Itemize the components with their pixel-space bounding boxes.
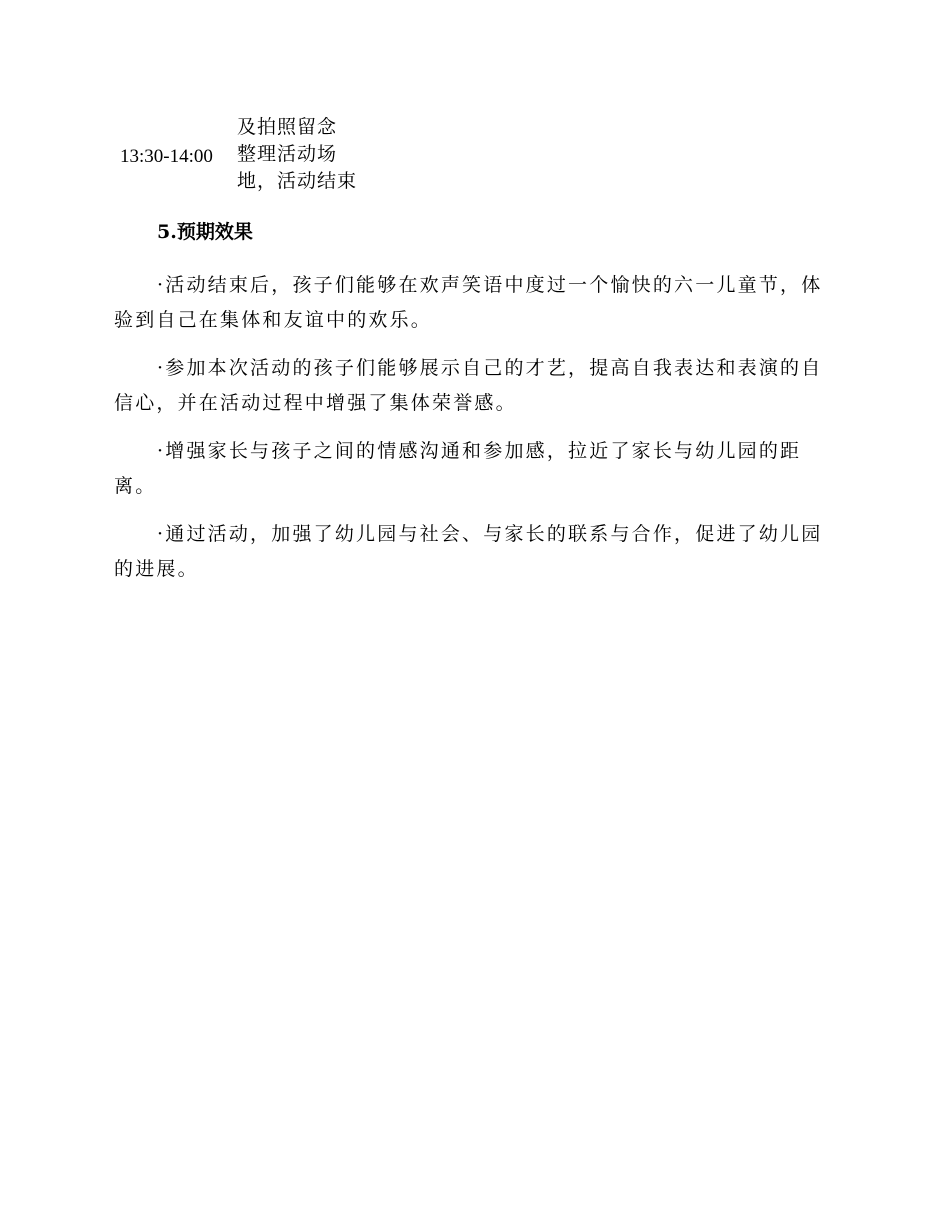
schedule-table xyxy=(0,114,950,195)
schedule-description xyxy=(237,141,377,195)
paragraph: ·增强家长与孩子之间的情感沟通和参加感，拉近了家长与幼儿园的距离。 xyxy=(114,440,802,497)
paragraph: ·参加本次活动的孩子们能够展示自己的才艺，提高自我表达和表演的自信心，并在活动过程中增强了集体荣誉感。 xyxy=(114,357,823,414)
schedule-description-line: 地，活动结束 xyxy=(237,170,358,192)
schedule-description-line: 整理活动场 xyxy=(237,143,338,165)
schedule-row xyxy=(0,141,950,195)
section-body xyxy=(114,268,824,600)
schedule-time: 13:30-14:00 xyxy=(120,146,213,167)
schedule-row xyxy=(0,114,950,141)
schedule-description xyxy=(237,114,377,141)
paragraph: ·通过活动，加强了幼儿园与社会、与家长的联系与合作，促进了幼儿园的进展。 xyxy=(114,523,823,580)
schedule-description-line: 及拍照留念 xyxy=(237,116,338,138)
section-heading: 5.预期效果 xyxy=(157,221,253,243)
paragraph: ·活动结束后，孩子们能够在欢声笑语中度过一个愉快的六一儿童节，体验到自己在集体和友谊中的欢乐。 xyxy=(114,274,823,331)
